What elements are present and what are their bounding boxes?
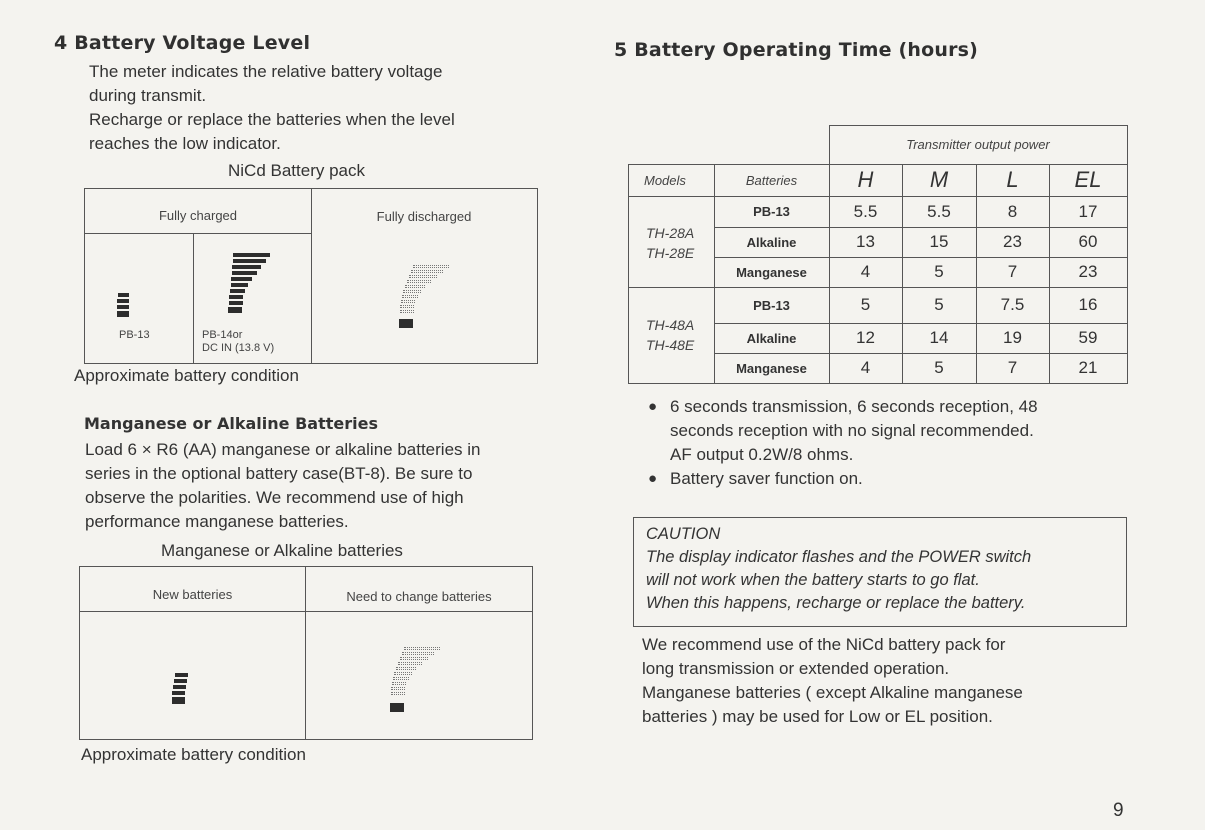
power-m-header: M (929, 167, 949, 192)
value-cell: 23 (1078, 262, 1098, 281)
value-cell: 5 (934, 358, 944, 377)
manganese-line: Load 6 × R6 (AA) manganese or alkaline batteries in (85, 440, 481, 459)
manganese-caption: Manganese or Alkaline batteries (161, 541, 403, 560)
nicd-caption: NiCd Battery pack (228, 161, 365, 180)
approx-caption-2: Approximate battery condition (81, 745, 306, 764)
recommendation-line: We recommend use of the NiCd battery pack for (642, 635, 1006, 654)
approx-caption-1: Approximate battery condition (74, 366, 299, 385)
meter-low-icon (388, 647, 442, 713)
value-cell: 12 (856, 328, 875, 347)
intro-line: Recharge or replace the batteries when the level (89, 110, 455, 129)
model-name: TH-48A (646, 317, 695, 333)
manganese-meter-table (79, 566, 533, 740)
value-cell: 5.5 (927, 201, 951, 221)
models-group-1 (646, 223, 694, 263)
meter-new-icon (172, 673, 188, 707)
group-header: Transmitter output power (906, 137, 1050, 152)
bullet-dot-icon: ● (648, 398, 658, 415)
caution-title: CAUTION (646, 525, 721, 543)
battery-cell: Manganese (736, 264, 807, 280)
recommendation-line: batteries ) may be used for Low or EL position. (642, 707, 993, 726)
model-name: TH-28E (646, 245, 695, 261)
models-header: Models (644, 172, 686, 188)
battery-cell: PB-13 (753, 297, 790, 313)
bullet-line: seconds reception with no signal recommended. (670, 421, 1034, 440)
value-cell: 8 (1007, 201, 1018, 221)
model-name: TH-28A (646, 225, 695, 241)
power-el-header: EL (1074, 167, 1102, 192)
value-cell: 7.5 (1000, 295, 1025, 314)
manganese-line: performance manganese batteries. (85, 512, 349, 531)
section5-title: 5 Battery Operating Time (hours) (614, 39, 979, 61)
caution-line: When this happens, recharge or replace the battery. (646, 594, 1026, 612)
value-cell: 60 (1078, 232, 1098, 251)
value-cell: 16 (1078, 295, 1098, 314)
models-group-2 (646, 315, 694, 355)
new-batteries-header: New batteries (152, 587, 233, 602)
value-cell: 59 (1078, 328, 1098, 347)
power-l-header: L (1006, 167, 1019, 192)
manganese-title: Manganese or Alkaline Batteries (84, 414, 378, 433)
value-cell: 5 (934, 262, 944, 281)
value-cell: 19 (1003, 328, 1022, 347)
intro-line: The meter indicates the relative battery voltage (89, 62, 443, 81)
bullet-line: 6 seconds transmission, 6 seconds reception, 48 (670, 397, 1038, 416)
value-cell: 14 (929, 328, 949, 347)
manganese-text (85, 438, 480, 534)
meter-discharged-icon (397, 265, 451, 331)
battery-cell: PB-13 (753, 204, 790, 219)
value-cell: 5 (934, 295, 944, 314)
value-cell: 4 (860, 262, 871, 281)
intro-line: reaches the low indicator. (89, 134, 281, 153)
bullet-item (648, 395, 1038, 467)
recommendation-line: long transmission or extended operation. (642, 659, 950, 678)
caution-line: will not work when the battery starts to go flat. (646, 571, 980, 589)
bullet-list (648, 395, 1038, 491)
bullet-item (648, 467, 1038, 491)
recommendation-text (642, 633, 1023, 729)
batteries-header: Batteries (745, 172, 798, 188)
manganese-line: series in the optional battery case(BT-8). Be sure to (85, 464, 473, 483)
battery-cell: Manganese (736, 360, 807, 376)
label-pb14-line: DC IN (13.8 V) (202, 342, 275, 354)
battery-cell: Alkaline (746, 330, 797, 346)
page-number: 9 (1113, 800, 1124, 821)
value-cell: 21 (1078, 358, 1098, 377)
power-h-header: H (857, 167, 874, 192)
value-cell: 5.5 (853, 201, 878, 221)
value-cell: 5 (860, 295, 871, 314)
value-cell: 17 (1078, 201, 1098, 221)
fully-discharged-header: Fully discharged (376, 209, 472, 224)
label-pb14 (202, 329, 274, 355)
value-cell: 7 (1007, 262, 1018, 281)
value-cell: 13 (856, 232, 875, 251)
battery-cell: Alkaline (746, 234, 797, 250)
value-cell: 15 (929, 232, 949, 251)
manganese-line: observe the polarities. We recommend use of high (85, 488, 464, 507)
caution-line: The display indicator flashes and the POWER switch (646, 548, 1032, 566)
value-cell: 23 (1003, 232, 1022, 251)
meter-pb13-icon (117, 293, 131, 319)
bullet-line: Battery saver function on. (670, 469, 863, 488)
bullet-line: AF output 0.2W/8 ohms. (670, 445, 854, 464)
bullet-dot-icon: ● (648, 470, 658, 487)
recommendation-line: Manganese batteries ( except Alkaline manganese (642, 683, 1023, 702)
section4-intro (89, 60, 455, 156)
caution-box (633, 517, 1127, 627)
intro-line: during transmit. (89, 86, 207, 105)
value-cell: 4 (860, 358, 871, 377)
meter-full-icon (228, 253, 270, 329)
section4-title: 4 Battery Voltage Level (54, 32, 311, 54)
value-cell: 7 (1007, 358, 1018, 377)
operating-time-table (628, 125, 1128, 384)
label-pb13: PB-13 (119, 329, 150, 341)
need-change-header: Need to change batteries (346, 589, 492, 604)
model-name: TH-48E (646, 337, 695, 353)
label-pb14-line: PB-14or (202, 329, 243, 341)
nicd-meter-table (84, 188, 538, 364)
fully-charged-header: Fully charged (158, 208, 238, 223)
